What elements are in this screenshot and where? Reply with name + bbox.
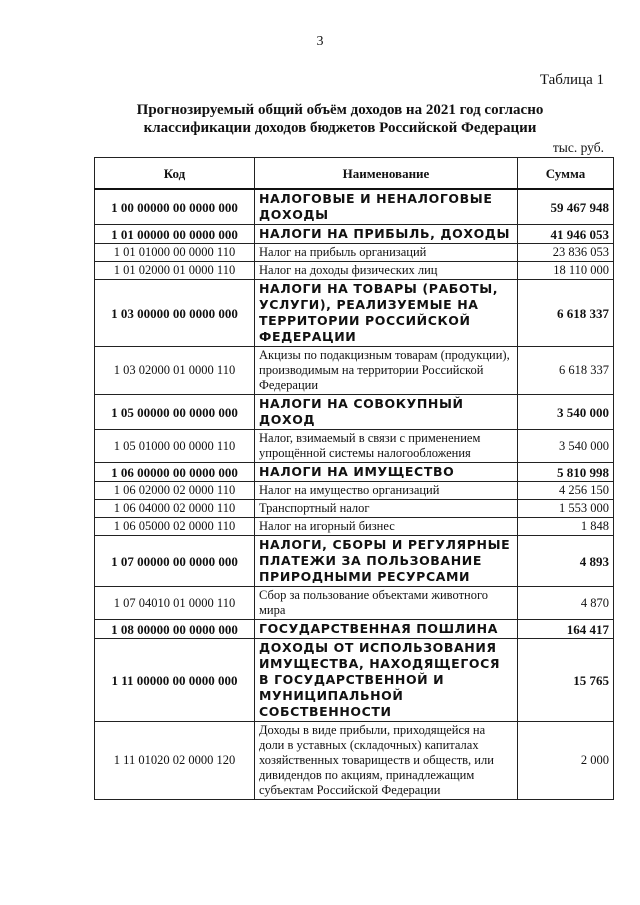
table-row — [95, 280, 614, 347]
table-row — [95, 482, 614, 500]
name-cell: Налог на игорный бизнес — [255, 518, 518, 536]
name-cell: НАЛОГОВЫЕ И НЕНАЛОГОВЫЕ ДОХОДЫ — [255, 189, 518, 225]
sum-cell: 6 618 337 — [518, 280, 614, 347]
document-title — [60, 101, 620, 137]
code-cell: 1 06 05000 02 0000 110 — [95, 518, 255, 536]
name-cell: ДОХОДЫ ОТ ИСПОЛЬЗОВАНИЯ ИМУЩЕСТВА, НАХОДЯЩЕГОСЯ В ГОСУДАРСТВЕННОЙ И МУНИЦИПАЛЬНОЙ СОБСТВЕННОСТИ — [255, 639, 518, 722]
name-cell: Сбор за пользование объектами животного мира — [255, 587, 518, 620]
table-row — [95, 587, 614, 620]
sum-cell: 41 946 053 — [518, 225, 614, 244]
table-row — [95, 620, 614, 639]
code-cell: 1 06 00000 00 0000 000 — [95, 463, 255, 482]
code-cell: 1 01 00000 00 0000 000 — [95, 225, 255, 244]
name-cell: Налог, взимаемый в связи с применением упрощённой системы налогообложения — [255, 430, 518, 463]
table-row — [95, 244, 614, 262]
table-row — [95, 722, 614, 800]
page-number: 3 — [316, 34, 324, 49]
table-row — [95, 500, 614, 518]
sum-cell: 4 893 — [518, 536, 614, 587]
name-cell: ГОСУДАРСТВЕННАЯ ПОШЛИНА — [255, 620, 518, 639]
sum-cell: 3 540 000 — [518, 430, 614, 463]
header-sum: Сумма — [518, 158, 614, 190]
table-row — [95, 639, 614, 722]
code-cell: 1 06 02000 02 0000 110 — [95, 482, 255, 500]
sum-cell: 2 000 — [518, 722, 614, 800]
name-cell: Доходы в виде прибыли, приходящейся на доли в уставных (складочных) капиталах хозяйственных товариществ и обществ, или дивидендов по акциям, принадлежащим субъектам Российской Федерации — [255, 722, 518, 800]
table-row — [95, 536, 614, 587]
header-name: Наименование — [255, 158, 518, 190]
name-cell: НАЛОГИ НА ТОВАРЫ (РАБОТЫ, УСЛУГИ), РЕАЛИЗУЕМЫЕ НА ТЕРРИТОРИИ РОССИЙСКОЙ ФЕДЕРАЦИИ — [255, 280, 518, 347]
code-cell: 1 08 00000 00 0000 000 — [95, 620, 255, 639]
sum-cell: 5 810 998 — [518, 463, 614, 482]
sum-cell: 164 417 — [518, 620, 614, 639]
sum-cell: 59 467 948 — [518, 189, 614, 225]
title-line-2: классификации доходов бюджетов Российской Федерации — [143, 120, 537, 136]
table-row — [95, 395, 614, 430]
code-cell: 1 06 04000 02 0000 110 — [95, 500, 255, 518]
table-label: Таблица 1 — [539, 72, 604, 88]
table-row — [95, 347, 614, 395]
name-cell: Налог на имущество организаций — [255, 482, 518, 500]
name-cell: НАЛОГИ НА СОВОКУПНЫЙ ДОХОД — [255, 395, 518, 430]
table-row — [95, 518, 614, 536]
sum-cell: 4 256 150 — [518, 482, 614, 500]
code-cell: 1 00 00000 00 0000 000 — [95, 189, 255, 225]
sum-cell: 6 618 337 — [518, 347, 614, 395]
sum-cell: 4 870 — [518, 587, 614, 620]
name-cell: Транспортный налог — [255, 500, 518, 518]
sum-cell: 3 540 000 — [518, 395, 614, 430]
sum-cell: 1 848 — [518, 518, 614, 536]
table-row — [95, 189, 614, 225]
code-cell: 1 07 00000 00 0000 000 — [95, 536, 255, 587]
code-cell: 1 01 02000 01 0000 110 — [95, 262, 255, 280]
table-body — [95, 189, 614, 800]
sum-cell: 23 836 053 — [518, 244, 614, 262]
code-cell: 1 01 01000 00 0000 110 — [95, 244, 255, 262]
name-cell: НАЛОГИ НА ИМУЩЕСТВО — [255, 463, 518, 482]
revenue-table — [94, 157, 614, 800]
title-line-1: Прогнозируемый общий объём доходов на 2021 год согласно — [136, 102, 544, 118]
code-cell: 1 05 00000 00 0000 000 — [95, 395, 255, 430]
code-cell: 1 03 02000 01 0000 110 — [95, 347, 255, 395]
name-cell: Акцизы по подакцизным товарам (продукции), производимым на территории Российской Федерации — [255, 347, 518, 395]
table-row — [95, 262, 614, 280]
code-cell: 1 11 00000 00 0000 000 — [95, 639, 255, 722]
code-cell: 1 11 01020 02 0000 120 — [95, 722, 255, 800]
table-row — [95, 225, 614, 244]
name-cell: НАЛОГИ, СБОРЫ И РЕГУЛЯРНЫЕ ПЛАТЕЖИ ЗА ПОЛЬЗОВАНИЕ ПРИРОДНЫМИ РЕСУРСАМИ — [255, 536, 518, 587]
header-code: Код — [95, 158, 255, 190]
code-cell: 1 07 04010 01 0000 110 — [95, 587, 255, 620]
sum-cell: 18 110 000 — [518, 262, 614, 280]
table-row — [95, 430, 614, 463]
name-cell: Налог на доходы физических лиц — [255, 262, 518, 280]
code-cell: 1 03 00000 00 0000 000 — [95, 280, 255, 347]
name-cell: Налог на прибыль организаций — [255, 244, 518, 262]
sum-cell: 1 553 000 — [518, 500, 614, 518]
table-row — [95, 463, 614, 482]
units-label: тыс. руб. — [552, 140, 604, 155]
sum-cell: 15 765 — [518, 639, 614, 722]
table-header-row — [95, 158, 614, 190]
code-cell: 1 05 01000 00 0000 110 — [95, 430, 255, 463]
name-cell: НАЛОГИ НА ПРИБЫЛЬ, ДОХОДЫ — [255, 225, 518, 244]
